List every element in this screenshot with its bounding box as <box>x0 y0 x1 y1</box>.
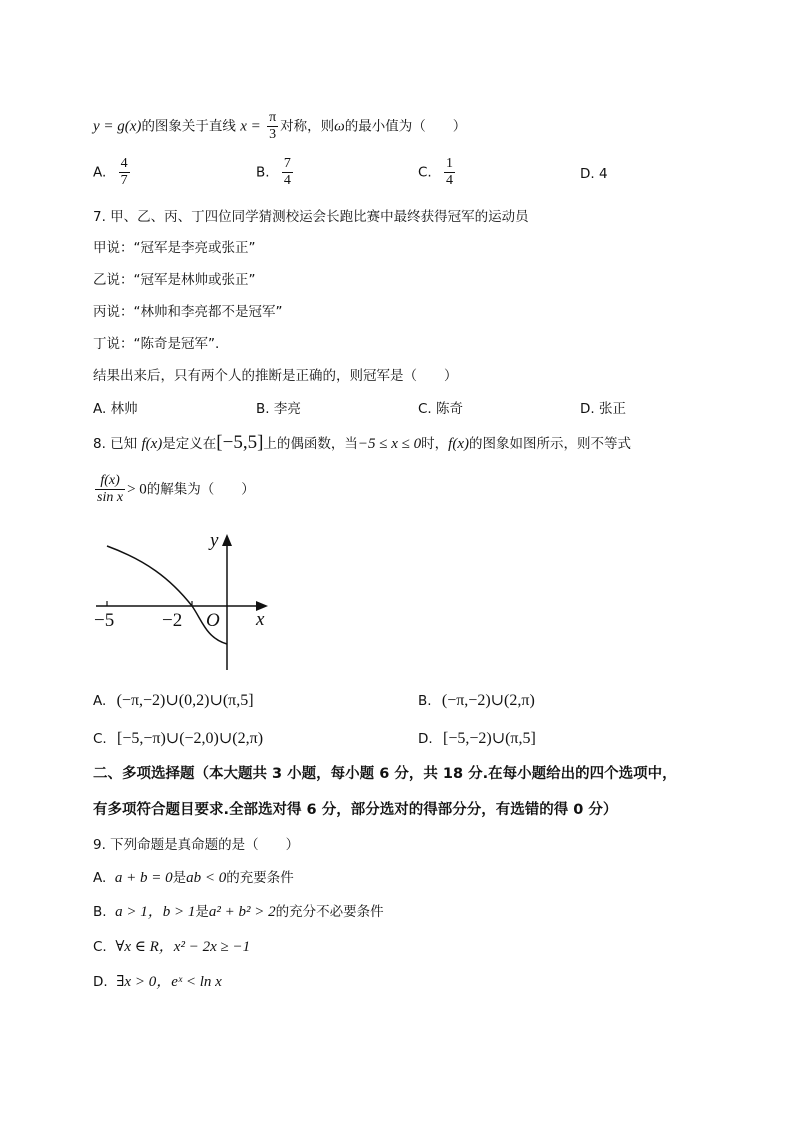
y-axis-arrow-icon <box>222 534 232 546</box>
section2-heading-line2: 有多项符合题目要求.全部选对得 6 分，部分选对的得部分分，有选错的得 0 分） <box>93 802 618 818</box>
q6-option-a: A. $\frac{4}{7}$ <box>93 156 128 188</box>
q8-function-graph <box>90 528 280 678</box>
q7-option-b: B. 李亮 <box>256 401 301 417</box>
q8-inequality-fraction: $\frac{f(x)}{\text{sin x}}$ <box>97 473 124 505</box>
y-axis-label: y <box>210 530 219 551</box>
q6-text-end: 的最小值为（ ） <box>344 118 467 135</box>
section2-heading-line1: 二、多项选择题（本大题共 3 小题，每小题 6 分，共 18 分.在每小题给出的四个选项中， <box>93 766 677 782</box>
q8-stem: 8. 已知 f(x)是定义在[−5,5]上的偶函数，当−5 ≤ x ≤ 0时，f(x)的图象如图所示，则不等式 <box>93 432 631 453</box>
q7-option-c: C. 陈奇 <box>418 401 464 417</box>
q7-statement-yi: 乙说：“冠军是林帅或张正” <box>93 272 256 288</box>
origin-label: O <box>206 610 220 631</box>
q7-statement-jia: 甲说：“冠军是李亮或张正” <box>93 240 256 256</box>
q6-option-c: C. $\frac{1}{4}$ <box>418 156 454 188</box>
q7-result: 结果出来后，只有两个人的推断是正确的，则冠军是（ ） <box>93 368 458 384</box>
tick-label-minus-2: −2 <box>162 610 183 631</box>
q6-omega: ω <box>334 118 345 135</box>
q9-stem: 9. 下列命题是真命题的是（ ） <box>93 837 300 853</box>
q6-text-post: 对称，则 <box>280 118 335 135</box>
q8-condition: −5 ≤ x ≤ 0 <box>357 436 422 452</box>
q8-option-d: D. [−5,−2)∪(π,5] <box>418 730 536 747</box>
q8-fx: f(x) <box>141 436 163 452</box>
q7-option-a: A. 林帅 <box>93 401 138 417</box>
q6-option-b: B. $\frac{7}{4}$ <box>256 156 291 188</box>
q8-option-b: B. (−π,−2)∪(2,π) <box>418 692 535 709</box>
q9-option-c: C. ∀x ∈ R，x² − 2x ≥ −1 <box>93 939 251 955</box>
tick-label-minus-5: −5 <box>94 610 115 631</box>
q9-option-b: B. a > 1，b > 1是a² + b² > 2的充分不必要条件 <box>93 904 384 920</box>
q6-option-d: D. 4 <box>580 166 608 182</box>
q8-option-c: C. [−5,−π)∪(−2,0)∪(2,π) <box>93 730 264 747</box>
q6-stem <box>93 110 466 143</box>
q9-option-a: A. a + b = 0是ab < 0的充要条件 <box>93 870 294 886</box>
q8-option-a: A. (−π,−2)∪(0,2)∪(π,5] <box>93 692 254 709</box>
q7-option-d: D. 张正 <box>580 401 626 417</box>
q9-option-d: D. ∃x > 0，eˣ < ln x <box>93 974 222 990</box>
q7-statement-ding: 丁说：“陈奇是冠军”. <box>93 336 220 352</box>
x-axis-label: x <box>256 609 265 630</box>
q8-fx-2: f(x) <box>448 436 469 452</box>
q6-function: y = g(x) <box>93 118 142 135</box>
q7-statement-bing: 丙说：“林帅和李亮都不是冠军” <box>93 304 283 320</box>
q6-text-mid: 的图象关于直线 <box>141 118 236 135</box>
q6-pi-over-3: $\frac{\pi}{3}$ <box>269 110 277 142</box>
q8-interval: [−5,5] <box>216 432 264 453</box>
q6-x-eq: x = <box>240 118 261 135</box>
q8-inequality: $\frac{f(x)}{\text{sin x}}$ > 0的解集为（ ） <box>97 473 255 505</box>
q7-stem: 7. 甲、乙、丙、丁四位同学猜测校运会长跑比赛中最终获得冠军的运动员 <box>93 209 529 225</box>
